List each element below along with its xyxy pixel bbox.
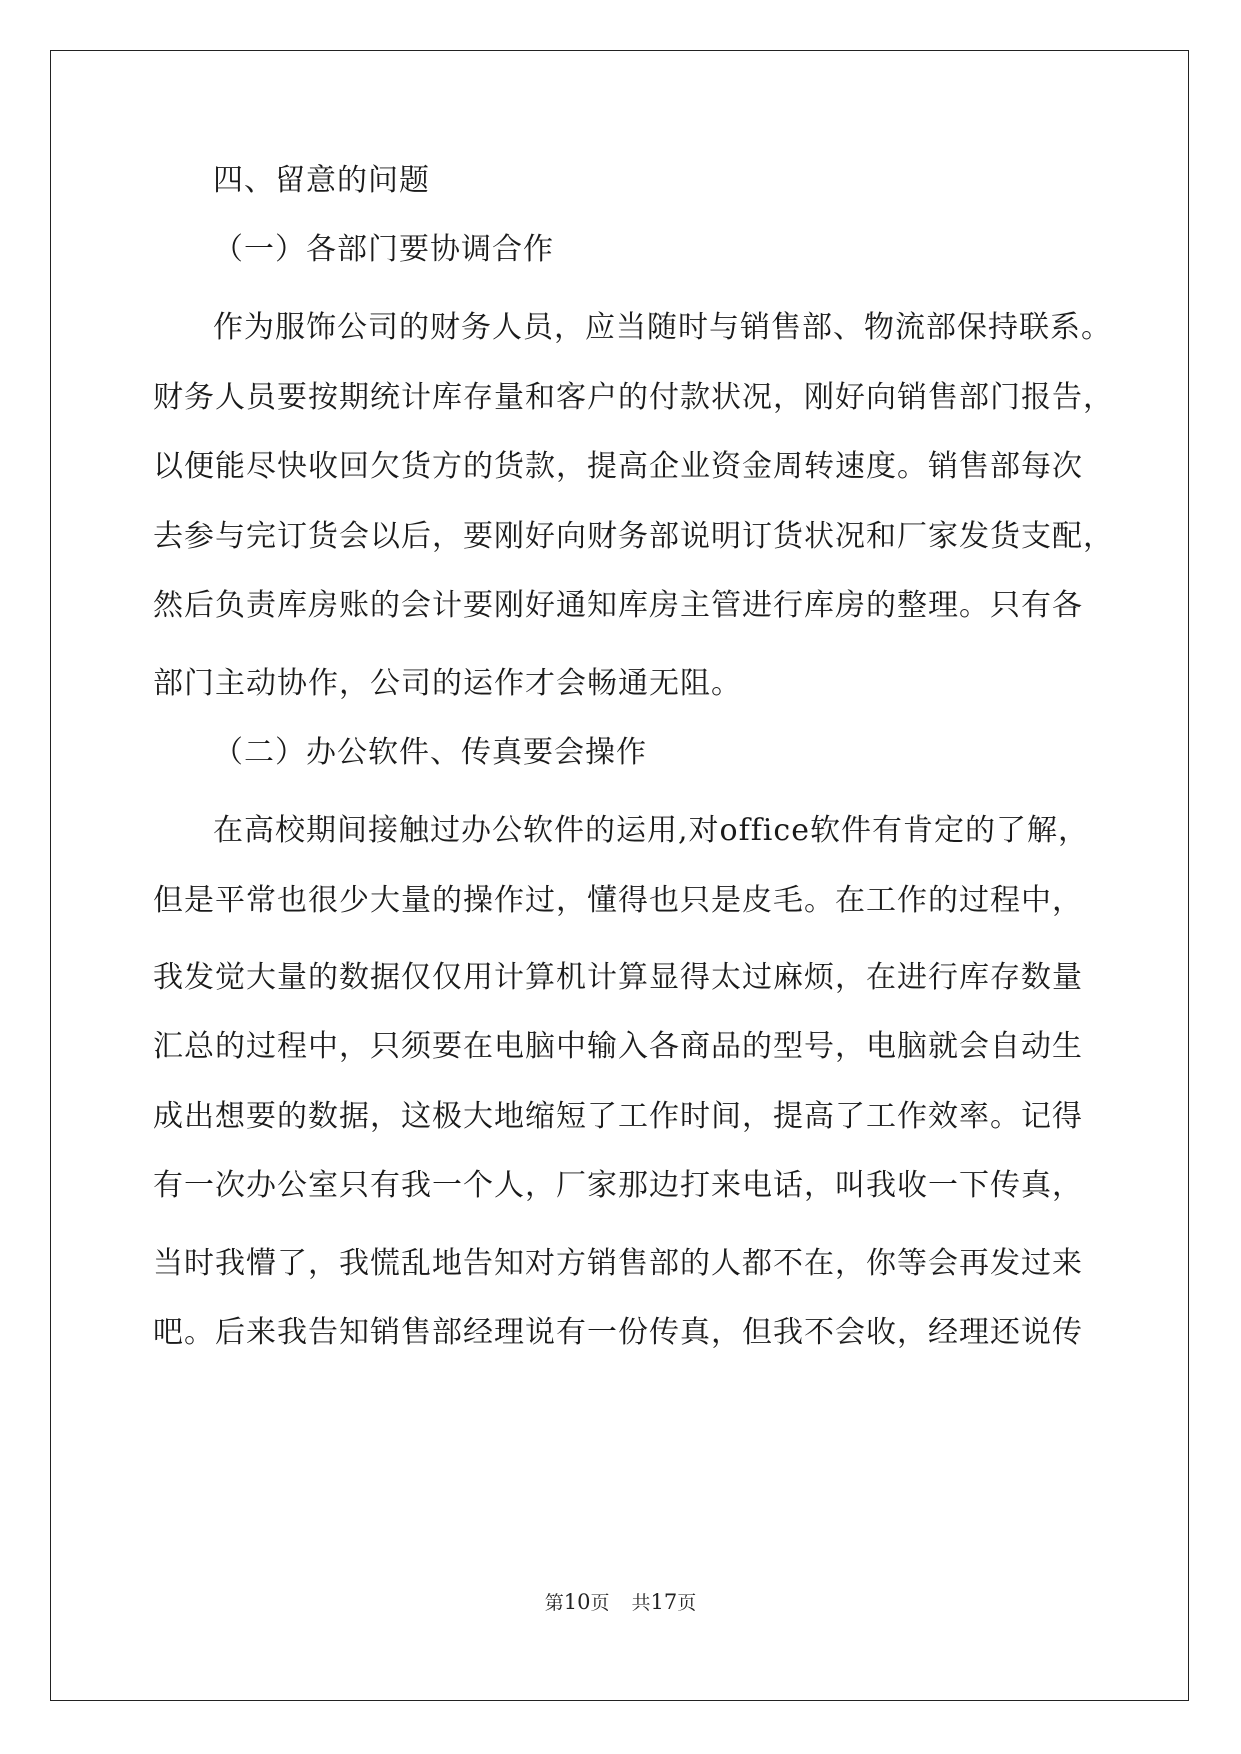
- total-pages: 17: [650, 1590, 678, 1614]
- paragraph-2-line-2: 但是平常也很少大量的操作过，懂得也只是皮毛。在工作的过程中，: [153, 883, 1083, 918]
- section-heading-4: 四、留意的问题: [213, 163, 430, 198]
- paragraph-1-line-6: 部门主动协作，公司的运作才会畅通无阻。: [153, 666, 742, 701]
- paragraph-1-line-5: 然后负责库房账的会计要刚好通知库房主管进行库房的整理。只有各: [153, 588, 1083, 623]
- page-number: 10: [563, 1590, 591, 1614]
- subsection-heading-1: （一）各部门要协调合作: [213, 232, 554, 267]
- page-border: [50, 50, 1189, 1701]
- subsection-heading-2: （二）办公软件、传真要会操作: [213, 735, 647, 770]
- paragraph-2-line-7: 当时我懵了，我慌乱地告知对方销售部的人都不在，你等会再发过来: [153, 1246, 1083, 1281]
- paragraph-1-line-1: 作为服饰公司的财务人员，应当随时与销售部、物流部保持联系。: [213, 310, 1112, 345]
- paragraph-1-line-3: 以便能尽快收回欠货方的货款，提高企业资金周转速度。销售部每次: [153, 449, 1083, 484]
- paragraph-1-line-2: 财务人员要按期统计库存量和客户的付款状况，刚好向销售部门报告，: [153, 380, 1114, 415]
- page-prefix: 第: [544, 1592, 564, 1614]
- paragraph-2-line-6: 有一次办公室只有我一个人，厂家那边打来电话，叫我收一下传真，: [153, 1168, 1083, 1203]
- total-suffix: 页: [677, 1592, 697, 1614]
- paragraph-2-line-4: 汇总的过程中，只须要在电脑中输入各商品的型号，电脑就会自动生: [153, 1029, 1083, 1064]
- paragraph-2-line-1: 在高校期间接触过办公软件的运用,对office软件有肯定的了解，: [213, 813, 1089, 848]
- paragraph-1-line-4: 去参与完订货会以后，要刚好向财务部说明订货状况和厂家发货支配，: [153, 519, 1114, 554]
- paragraph-2-line-8: 吧。后来我告知销售部经理说有一份传真，但我不会收，经理还说传: [153, 1315, 1083, 1350]
- total-prefix: 共: [631, 1592, 651, 1614]
- paragraph-2-line-3: 我发觉大量的数据仅仅用计算机计算显得太过麻烦，在进行库存数量: [153, 960, 1083, 995]
- page-suffix: 页: [590, 1592, 610, 1614]
- page-footer: [0, 1590, 1241, 1615]
- paragraph-2-line-5: 成出想要的数据，这极大地缩短了工作时间，提高了工作效率。记得: [153, 1099, 1083, 1134]
